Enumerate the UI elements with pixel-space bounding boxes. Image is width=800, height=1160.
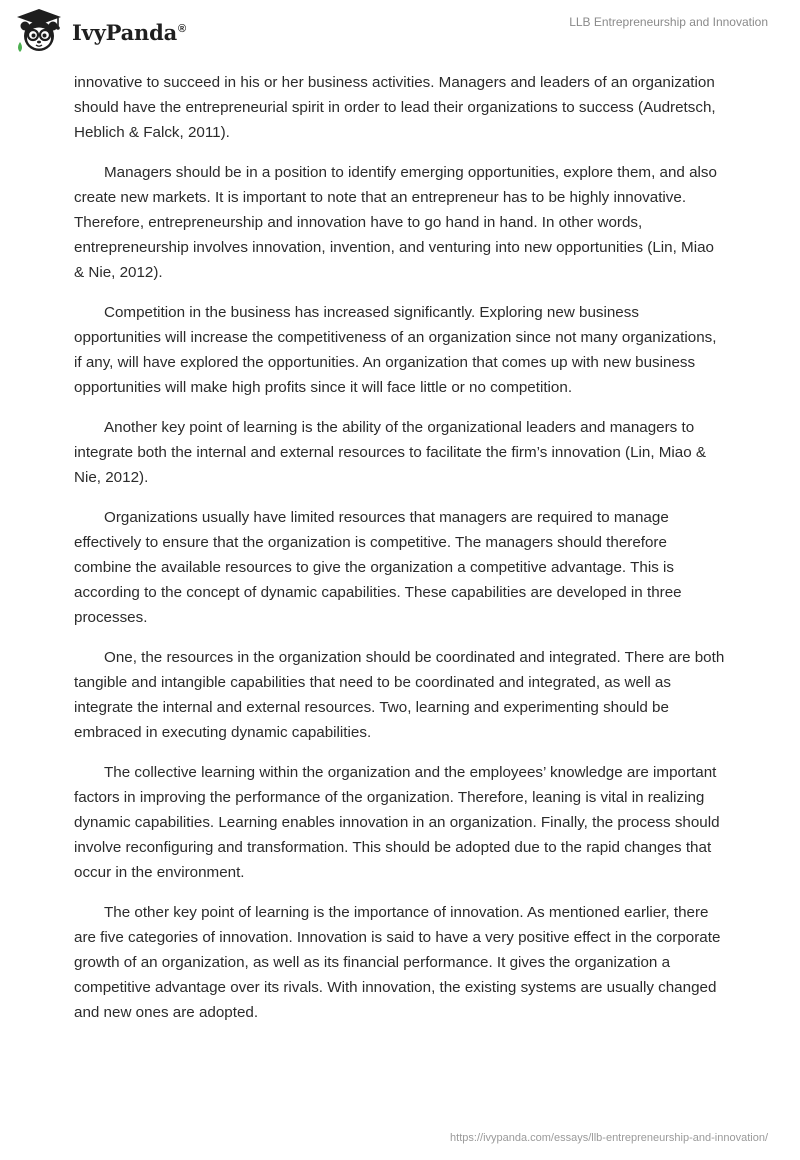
registered-mark: ® [178,22,186,35]
page-header [0,0,800,66]
paragraph: Another key point of learning is the ability of the organizational leaders and managers to integrate both the internal and external resources to facilitate the firm’s innovation (Lin, Miao & Nie, 2012). [74,419,707,486]
panda-graduation-cap-icon [14,6,64,56]
paragraph: The other key point of learning is the importance of innovation. As mentioned earlier, there are five categories of innovation. Innovation is said to have a very positive effect in the corporate growth of an organization, as well as its financial performance. It gives the organization a competitive advantage over its rivals. With innovation, the existing systems are usually changed and new ones are adopted. [74,904,721,1021]
paragraph: Managers should be in a position to identify emerging opportunities, explore them, and also create new markets. It is important to note that an entrepreneur has to be highly innovative. Therefore, entrepreneurship and innovation have to go hand in hand. In other words, entrepreneurship involves innovation, invention, and venturing into new opportunities (Lin, Miao & Nie, 2012). [74,164,717,281]
paragraph: The collective learning within the organization and the employees’ knowledge are important factors in improving the performance of the organization. Therefore, leaning is vital in realizing dynamic capabilities. Learning enables innovation in an organization. Finally, the process should involve reconfiguring and transformation. This should be adopted due to the rapid changes that occur in the environment. [74,764,720,881]
paragraph: One, the resources in the organization should be coordinated and integrated. There are both tangible and intangible capabilities that need to be coordinated and integrated, as well as integrate the internal and external resources. Two, learning and experimenting should be embraced in executing dynamic capabilities. [74,649,725,741]
document-title: LLB Entrepreneurship and Innovation [569,15,768,29]
source-url-link[interactable]: https://ivypanda.com/essays/llb-entrepreneurship-and-innovation/ [450,1132,768,1144]
brand-logo[interactable] [14,6,186,56]
essay-body [74,70,726,1040]
paragraph: Organizations usually have limited resources that managers are required to manage effectively to ensure that the organization is competitive. The managers should therefore combine the available resources to give the organization a competitive advantage. This is according to the concept of dynamic capabilities. These capabilities are developed in three processes. [74,509,682,626]
brand-name: IvyPanda® [72,19,186,45]
paragraph: Competition in the business has increased significantly. Exploring new business opportunities will increase the competitiveness of an organization since not many organizations, if any, will have explored the opportunities. An organization that comes up with new business opportunities will make high profits since it will face little or no competition. [74,304,717,396]
paragraph-continued: innovative to succeed in his or her business activities. Managers and leaders of an organization should have the entrepreneurial spirit in order to lead their organizations to success (Audretsch, Heblich & Falck, 2011). [74,74,716,141]
